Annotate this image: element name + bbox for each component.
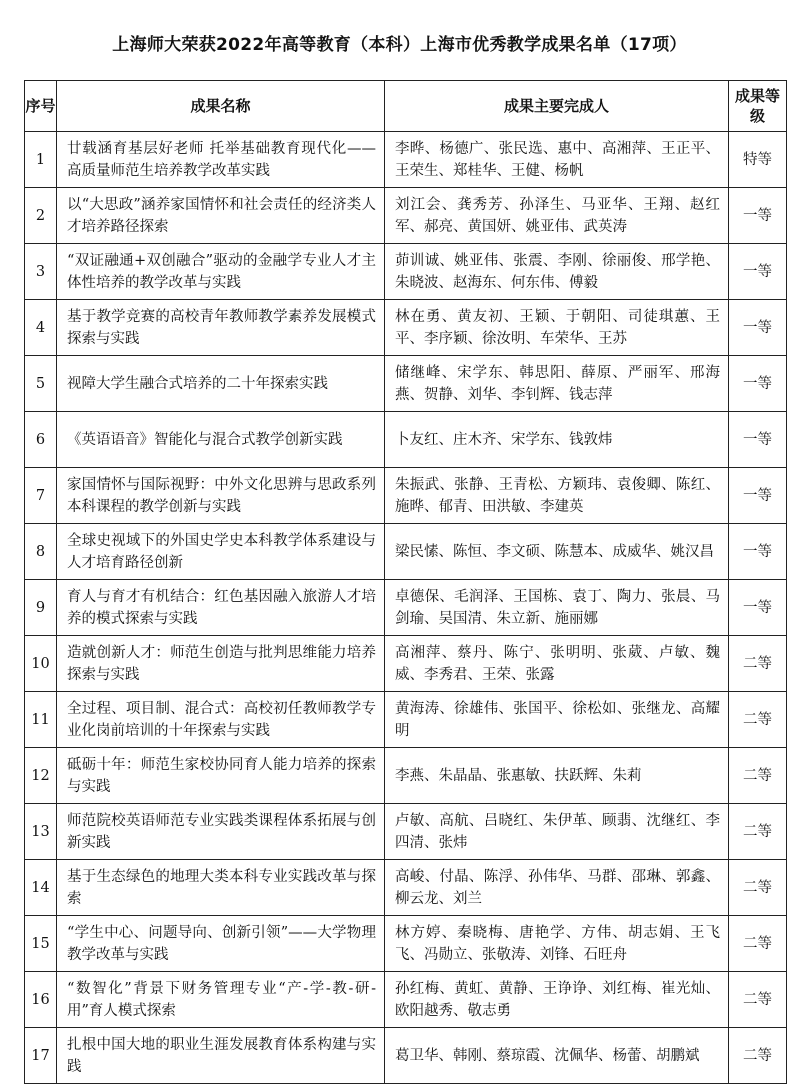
cell-index: 2 bbox=[25, 188, 57, 244]
table-row bbox=[25, 132, 787, 188]
cell-index: 9 bbox=[25, 580, 57, 636]
cell-index: 17 bbox=[25, 1028, 57, 1084]
cell-index: 15 bbox=[25, 916, 57, 972]
cell-index: 11 bbox=[25, 692, 57, 748]
document-title: 上海师大荣获2022年高等教育（本科）上海市优秀教学成果名单（17项） bbox=[112, 35, 687, 55]
cell-index: 13 bbox=[25, 804, 57, 860]
table-row bbox=[25, 692, 787, 748]
cell-level: 二等 bbox=[729, 1028, 787, 1084]
cell-people: 茆训诚、姚亚伟、张震、李刚、徐丽俊、邢学艳、朱晓波、赵海东、何东伟、傅毅 bbox=[385, 244, 729, 300]
table-body bbox=[25, 132, 787, 1084]
table-row bbox=[25, 300, 787, 356]
header-people: 成果主要完成人 bbox=[385, 81, 729, 132]
table-header bbox=[25, 81, 787, 132]
cell-name: 廿载涵育基层好老师 托举基础教育现代化——高质量师范生培养教学改革实践 bbox=[57, 132, 385, 188]
table-row bbox=[25, 748, 787, 804]
cell-index: 7 bbox=[25, 468, 57, 524]
cell-name: 视障大学生融合式培养的二十年探索实践 bbox=[57, 356, 385, 412]
cell-people: 储继峰、宋学东、韩思阳、薛原、严丽军、邢海燕、贺静、刘华、李钊辉、钱志萍 bbox=[385, 356, 729, 412]
cell-people: 林方婷、秦晓梅、唐艳学、方伟、胡志娟、王飞飞、冯勋立、张敬涛、刘锋、石旺舟 bbox=[385, 916, 729, 972]
cell-people: 李燕、朱晶晶、张惠敏、扶跃辉、朱莉 bbox=[385, 748, 729, 804]
results-table bbox=[24, 80, 787, 1084]
cell-level: 二等 bbox=[729, 692, 787, 748]
cell-index: 8 bbox=[25, 524, 57, 580]
cell-people: 林在勇、黄友初、王颖、于朝阳、司徒琪蕙、王平、李序颖、徐汝明、车荣华、王苏 bbox=[385, 300, 729, 356]
table-row bbox=[25, 636, 787, 692]
table-row bbox=[25, 356, 787, 412]
header-level: 成果等级 bbox=[729, 81, 787, 132]
table-row bbox=[25, 244, 787, 300]
cell-level: 一等 bbox=[729, 356, 787, 412]
cell-name: “双证融通+双创融合”驱动的金融学专业人才主体性培养的教学改革与实践 bbox=[57, 244, 385, 300]
table-row bbox=[25, 188, 787, 244]
cell-level: 二等 bbox=[729, 748, 787, 804]
cell-people: 黄海涛、徐雄伟、张国平、徐松如、张继龙、高耀明 bbox=[385, 692, 729, 748]
cell-level: 二等 bbox=[729, 972, 787, 1028]
table-row bbox=[25, 412, 787, 468]
cell-level: 一等 bbox=[729, 244, 787, 300]
table-row bbox=[25, 524, 787, 580]
cell-name: 全球史视域下的外国史学史本科教学体系建设与人才培育路径创新 bbox=[57, 524, 385, 580]
cell-level: 一等 bbox=[729, 468, 787, 524]
cell-level: 二等 bbox=[729, 636, 787, 692]
cell-name: 育人与育才有机结合：红色基因融入旅游人才培养的模式探索与实践 bbox=[57, 580, 385, 636]
cell-level: 一等 bbox=[729, 300, 787, 356]
cell-level: 一等 bbox=[729, 188, 787, 244]
table-row bbox=[25, 580, 787, 636]
cell-index: 12 bbox=[25, 748, 57, 804]
cell-people: 刘江会、龚秀芳、孙泽生、马亚华、王翔、赵红军、郝亮、黄国妍、姚亚伟、武英涛 bbox=[385, 188, 729, 244]
cell-level: 二等 bbox=[729, 804, 787, 860]
cell-index: 5 bbox=[25, 356, 57, 412]
table-row bbox=[25, 916, 787, 972]
cell-name: 砥砺十年：师范生家校协同育人能力培养的探索与实践 bbox=[57, 748, 385, 804]
cell-people: 卜友红、庄木齐、宋学东、钱敦炜 bbox=[385, 412, 729, 468]
cell-people: 葛卫华、韩刚、蔡琼霞、沈佩华、杨蕾、胡鹏斌 bbox=[385, 1028, 729, 1084]
cell-name: 《英语语音》智能化与混合式教学创新实践 bbox=[57, 412, 385, 468]
cell-level: 特等 bbox=[729, 132, 787, 188]
cell-name: “数智化”背景下财务管理专业“产-学-教-研-用”育人模式探索 bbox=[57, 972, 385, 1028]
cell-people: 孙红梅、黄虹、黄静、王诤诤、刘红梅、崔光灿、欧阳越秀、敬志勇 bbox=[385, 972, 729, 1028]
cell-index: 4 bbox=[25, 300, 57, 356]
cell-level: 一等 bbox=[729, 412, 787, 468]
cell-people: 李晔、杨德广、张民选、惠中、高湘萍、王正平、王荣生、郑桂华、王健、杨帆 bbox=[385, 132, 729, 188]
cell-index: 10 bbox=[25, 636, 57, 692]
cell-people: 卢敏、高航、吕晓红、朱伊革、顾翡、沈继红、李四清、张炜 bbox=[385, 804, 729, 860]
cell-level: 二等 bbox=[729, 860, 787, 916]
header-row bbox=[25, 81, 787, 132]
cell-level: 二等 bbox=[729, 916, 787, 972]
cell-name: 家国情怀与国际视野：中外文化思辨与思政系列本科课程的教学创新与实践 bbox=[57, 468, 385, 524]
table-row bbox=[25, 468, 787, 524]
table-row bbox=[25, 804, 787, 860]
cell-index: 6 bbox=[25, 412, 57, 468]
header-index: 序号 bbox=[25, 81, 57, 132]
cell-level: 一等 bbox=[729, 580, 787, 636]
cell-name: 基于生态绿色的地理大类本科专业实践改革与探索 bbox=[57, 860, 385, 916]
table-row bbox=[25, 972, 787, 1028]
cell-name: 造就创新人才：师范生创造与批判思维能力培养探索与实践 bbox=[57, 636, 385, 692]
cell-index: 1 bbox=[25, 132, 57, 188]
cell-index: 14 bbox=[25, 860, 57, 916]
cell-name: “学生中心、问题导向、创新引领”——大学物理教学改革与实践 bbox=[57, 916, 385, 972]
cell-name: 师范院校英语师范专业实践类课程体系拓展与创新实践 bbox=[57, 804, 385, 860]
header-name: 成果名称 bbox=[57, 81, 385, 132]
cell-index: 3 bbox=[25, 244, 57, 300]
table-row bbox=[25, 860, 787, 916]
cell-people: 高湘萍、蔡丹、陈宁、张明明、张葳、卢敏、魏威、李秀君、王荣、张露 bbox=[385, 636, 729, 692]
cell-people: 梁民愫、陈恒、李文硕、陈慧本、成威华、姚汉昌 bbox=[385, 524, 729, 580]
cell-name: 基于教学竞赛的高校青年教师教学素养发展模式探索与实践 bbox=[57, 300, 385, 356]
cell-name: 全过程、项目制、混合式：高校初任教师教学专业化岗前培训的十年探索与实践 bbox=[57, 692, 385, 748]
cell-name: 以“大思政”涵养家国情怀和社会责任的经济类人才培养路径探索 bbox=[57, 188, 385, 244]
cell-people: 朱振武、张静、王青松、方颖玮、袁俊卿、陈红、施晔、郁青、田洪敏、李建英 bbox=[385, 468, 729, 524]
cell-name: 扎根中国大地的职业生涯发展教育体系构建与实践 bbox=[57, 1028, 385, 1084]
cell-index: 16 bbox=[25, 972, 57, 1028]
cell-people: 高峻、付晶、陈浮、孙伟华、马群、邵琳、郭鑫、柳云龙、刘兰 bbox=[385, 860, 729, 916]
cell-people: 卓德保、毛润泽、王国栋、袁丁、陶力、张晨、马剑瑜、吴国清、朱立新、施丽娜 bbox=[385, 580, 729, 636]
cell-level: 一等 bbox=[729, 524, 787, 580]
